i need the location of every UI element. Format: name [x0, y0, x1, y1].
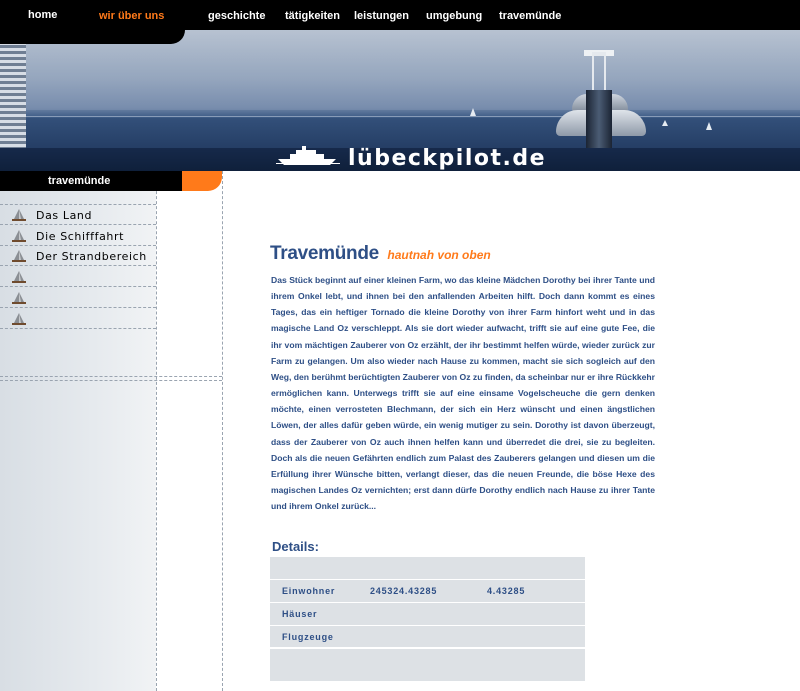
article-body: Das Stück beginnt auf einer kleinen Farm, wo das kleine Mädchen Dorothy bei ihrer Tante und ihrem Onkel lebt, und ihnen bei den anfallenden Arbeiten hilft. Doch dann kommt es eines Tages, das ein heftiger Tornado die kleine Dorothy von ihrer Farm hinfort weht und in das magische Land Oz verschleppt. Als sie dort wieder aufwacht, trifft sie auf eine gute Fee, die ihr vom mächtigen Zauberer von Oz erzählt, der ihr bestimmt helfen würde, wieder zurück zur Farm zu gelangen. Um also wieder nach Hause zu kommen, macht sie sich sogleich auf den Weg, den berühmt berüchtigten Zauberer von Oz zu finden, da scheinbar nur er ihre Rückkehr ermöglichen kann. Unterwegs trifft sie auf eine einsame Vogelscheuche die gern denken möchte, einen verrosteten Blechmann, der sich ein Herz wünscht und einen ängstlichen Löwen, der alles dafür geben würde, ein wenig mutiger zu sein. Dorothy ist davon überzeugt, dass der Zauberer von Oz auch ihnen helfen kann und überredet die drei, sie zu begleiten. Doch als die neuen Gefährten endlich zum Palast des Zauberers gelangen und diesen um die Erfüllung ihrer Wünsche bitten, verlangt dieser, das die neuen Freunde, die böse Hexe des magischen Landes Oz vernichten; erst dann dürfe Dorothy endlich nach Hause zu ihrer Tante und ihrem Onkel zurück... — [271, 275, 655, 512]
horizon-line — [0, 116, 800, 117]
sailboat-icon — [12, 271, 26, 283]
details-value: 4.43285 — [487, 586, 526, 596]
ship-logo-icon — [276, 146, 340, 166]
details-label: Einwohner — [282, 586, 336, 596]
page-subtitle: hautnah von oben — [387, 248, 491, 262]
sidebar-item-empty[interactable] — [0, 268, 156, 287]
sidebar-item-die-schifffahrt[interactable] — [0, 227, 156, 246]
sidebar-rule — [0, 204, 156, 205]
sailboat-icon — [662, 120, 668, 126]
details-value: 245324.43285 — [370, 586, 438, 596]
header-banner-image — [0, 30, 800, 171]
sidebar-item-der-strandbereich[interactable] — [0, 247, 156, 266]
table-row — [270, 580, 585, 603]
details-table — [270, 557, 585, 681]
sailboat-icon — [12, 292, 26, 304]
sailboat-icon — [12, 313, 26, 325]
nav-umgebung[interactable]: umgebung — [426, 10, 483, 22]
sailboat-icon — [706, 122, 712, 130]
details-heading: Details: — [272, 539, 319, 554]
nav-wir-ueber-uns[interactable]: wir über uns — [99, 10, 165, 22]
sidebar-rule — [0, 380, 222, 381]
details-label: Häuser — [282, 609, 318, 619]
sidebar-item-label: Die Schifffahrt — [36, 230, 125, 243]
sailboat-icon — [12, 230, 26, 242]
nav-taetigkeiten[interactable]: tätigkeiten — [285, 10, 341, 22]
sailboat-icon — [12, 209, 26, 221]
table-row — [270, 557, 585, 580]
section-tab-label: travemünde — [48, 175, 111, 187]
sidebar-item-label: Der Strandbereich — [36, 250, 147, 263]
sidebar-item-empty[interactable] — [0, 289, 156, 308]
content-divider — [222, 171, 223, 691]
nav-leistungen[interactable]: leistungen — [354, 10, 410, 22]
sidebar-rule — [0, 376, 222, 377]
sidebar-item-label: Das Land — [36, 209, 93, 222]
site-logo-text[interactable]: lübeckpilot.de — [348, 146, 547, 171]
table-row — [270, 651, 585, 681]
sailboat-icon — [470, 108, 476, 116]
sidebar-item-das-land[interactable] — [0, 206, 156, 225]
details-label: Flugzeuge — [282, 632, 334, 642]
sailboat-icon — [12, 250, 26, 262]
nav-home[interactable]: home — [28, 9, 58, 21]
nav-travemuende[interactable]: travemünde — [499, 10, 562, 22]
nav-geschichte[interactable]: geschichte — [208, 10, 266, 22]
table-row — [270, 603, 585, 626]
sidebar-divider — [156, 171, 157, 691]
sidebar-item-empty[interactable] — [0, 310, 156, 329]
nav-notch — [0, 30, 185, 44]
page-title — [270, 243, 491, 265]
table-row — [270, 626, 585, 649]
page-title-main: Travemünde — [270, 243, 379, 264]
